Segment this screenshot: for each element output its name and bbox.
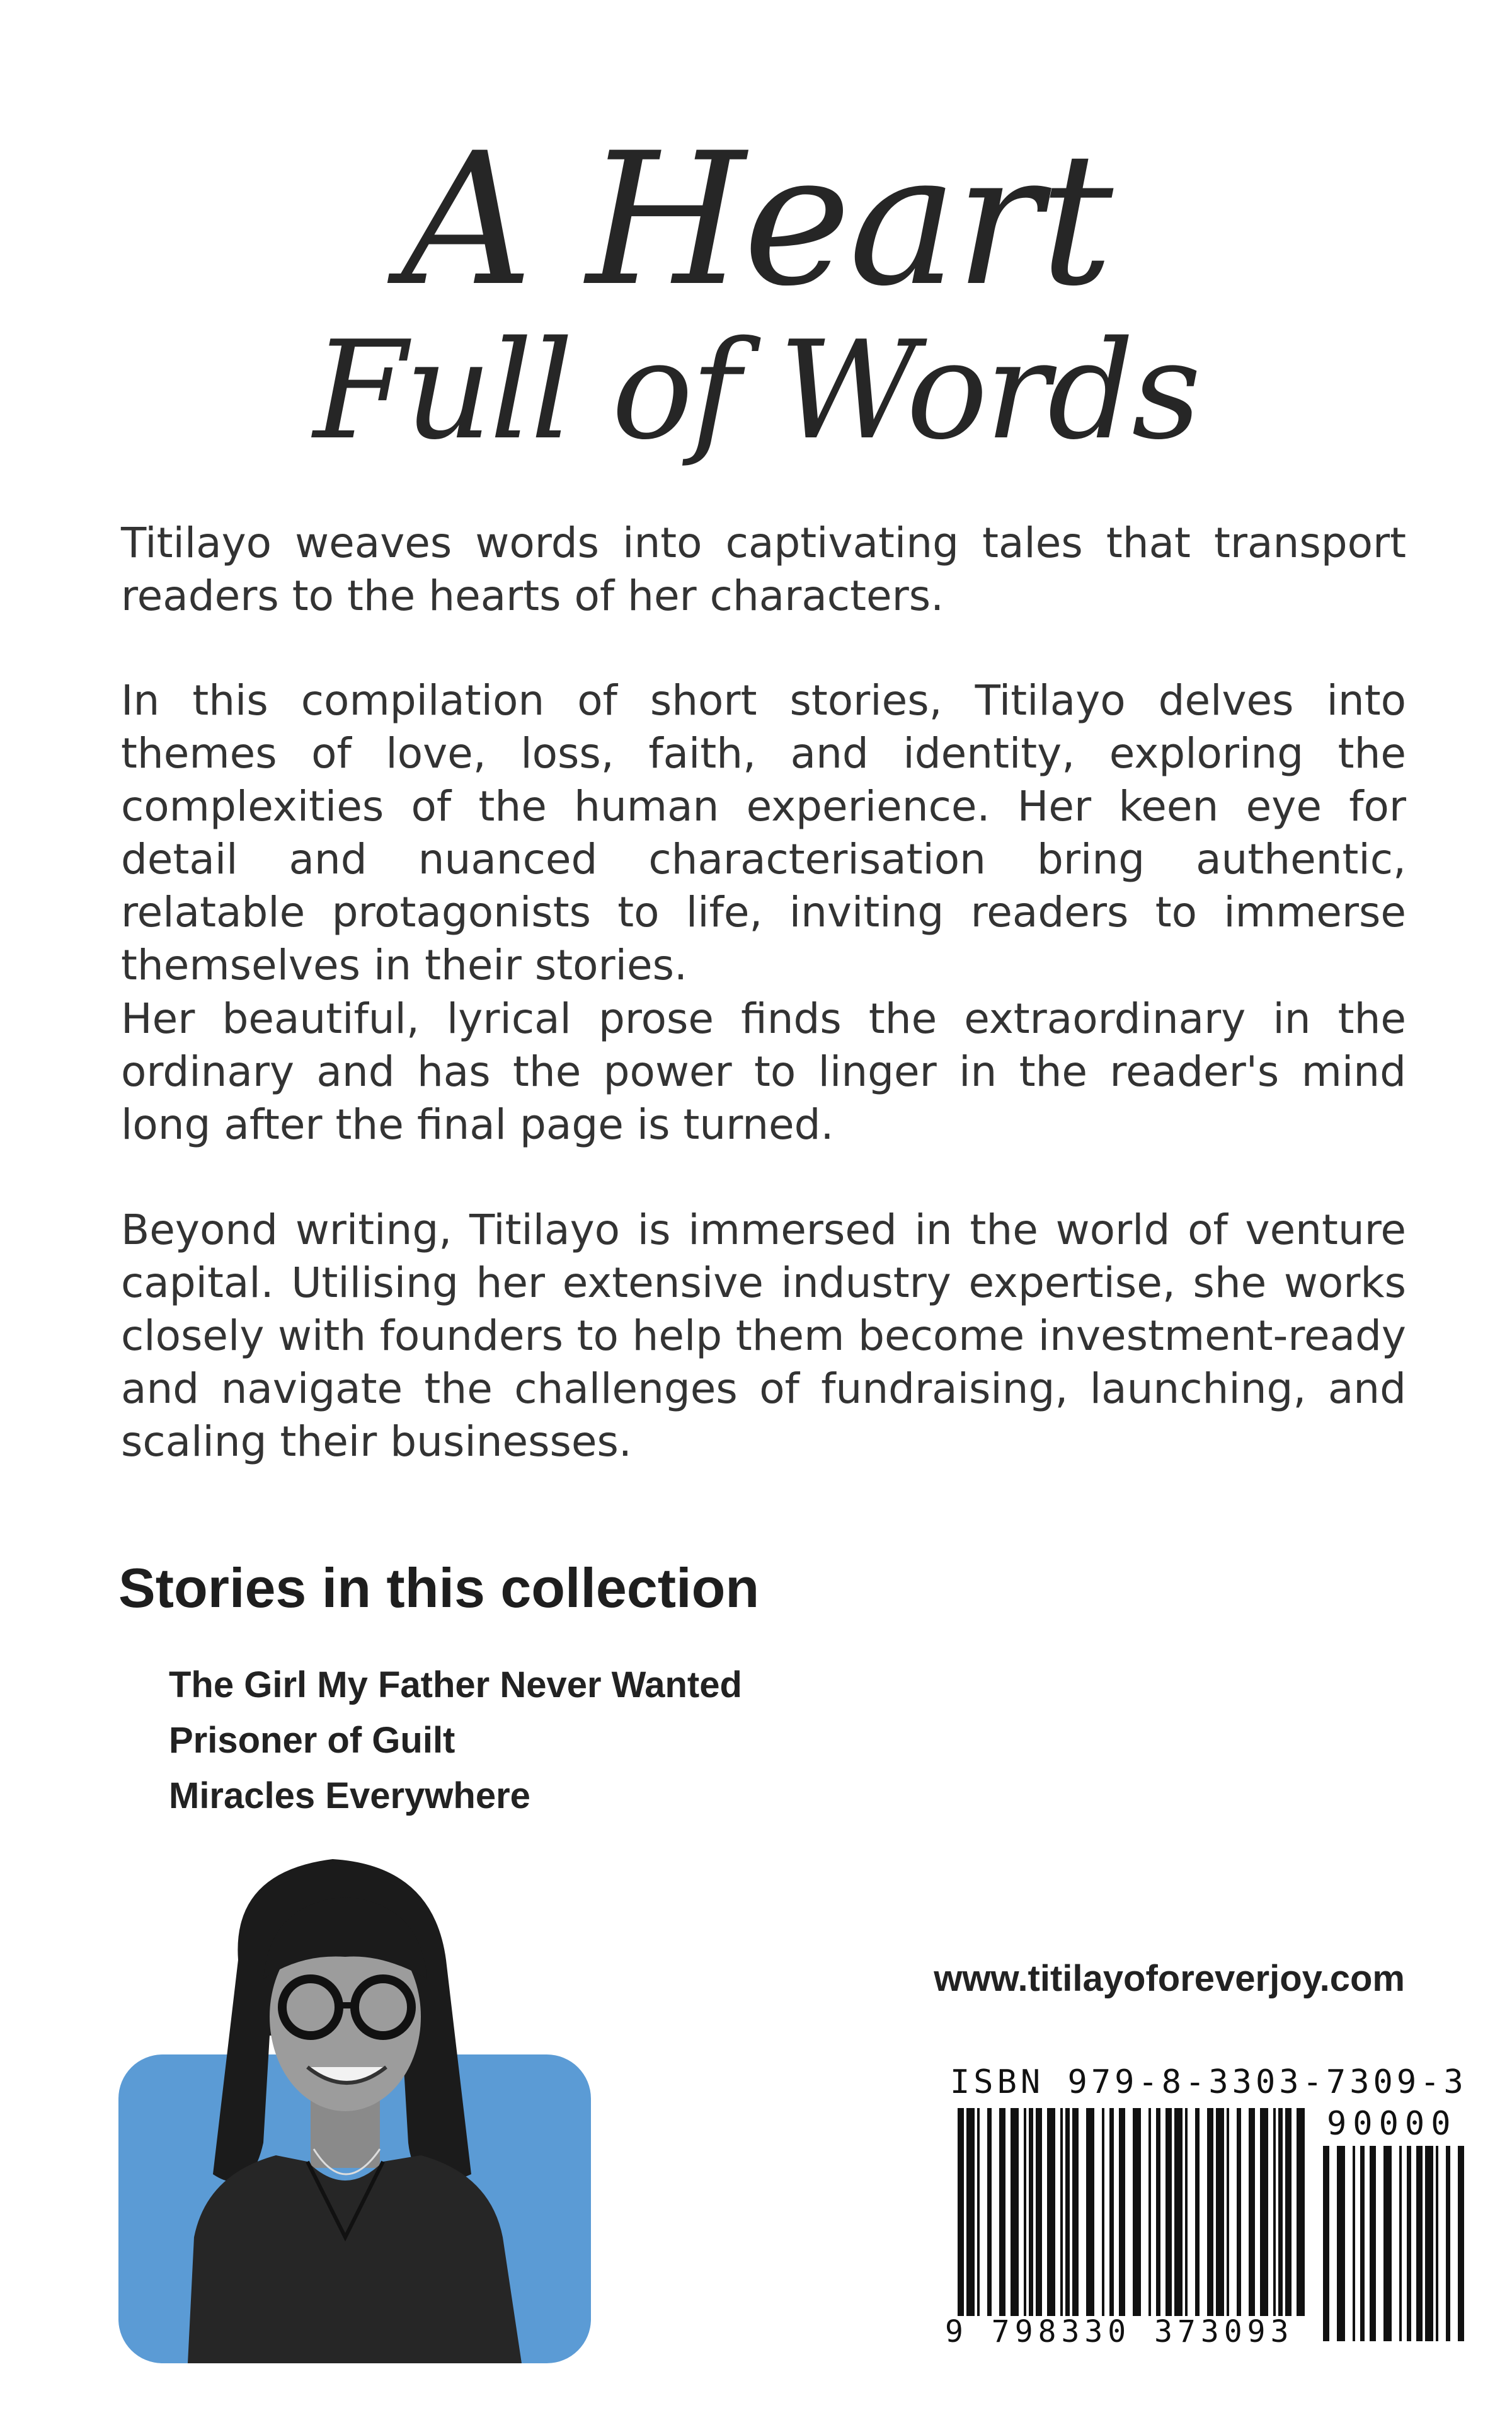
barcode-bar <box>1174 2108 1183 2316</box>
barcode-bar <box>1227 2108 1229 2316</box>
dress <box>188 2155 522 2363</box>
barcode-bar <box>1416 2146 1423 2341</box>
barcode-bar <box>1195 2108 1200 2316</box>
barcode-bar <box>1360 2146 1365 2341</box>
barcode-bar <box>1370 2146 1376 2341</box>
author-website-link[interactable]: www.titilayoforeverjoy.com <box>934 1958 1405 1999</box>
barcode-bar <box>1249 2108 1255 2316</box>
barcode-bar <box>1060 2108 1063 2316</box>
barcode-bar <box>1109 2108 1114 2316</box>
barcode-bar <box>1086 2108 1094 2316</box>
barcode-bar <box>1383 2146 1392 2341</box>
blurb-paragraph: Her beautiful, lyrical prose finds the extraordinary in the ordinary and has the power to linger in the reader's mind long after the final page is turned. <box>121 994 1406 1149</box>
barcode-bar <box>1036 2108 1042 2316</box>
isbn-label: ISBN 979-8-3303-7309-3 <box>950 2063 1467 2101</box>
barcode-bar <box>1297 2108 1305 2316</box>
barcode-bar <box>1407 2146 1411 2341</box>
ean-number: 9 798330 373093 <box>945 2314 1294 2349</box>
barcode-bar <box>1436 2146 1438 2341</box>
barcode-bar <box>966 2108 975 2316</box>
barcode-bar <box>1278 2108 1283 2316</box>
barcode-bar <box>1458 2146 1464 2341</box>
barcode-bar <box>1024 2108 1026 2316</box>
stories-list <box>169 1657 742 1824</box>
blurb-paragraph: In this compilation of short stories, Titilayo delves into themes of love, loss, faith, and identity, exploring the complexities of the human experience. Her keen eye for detail and nuanced characterisation bring authentic, relatable protagonists to life, inviting readers to immerse themselves in their stories. <box>121 676 1406 989</box>
book-title-line-1: A Heart <box>401 114 1111 326</box>
barcode-bar <box>1102 2108 1104 2316</box>
barcode-bar <box>1285 2108 1292 2316</box>
barcode-bar <box>1119 2108 1125 2316</box>
story-title: Miracles Everywhere <box>169 1775 530 1816</box>
barcode-bar <box>1353 2146 1355 2341</box>
barcode-bar <box>999 2108 1005 2316</box>
barcode-bar <box>1166 2108 1172 2316</box>
barcode-bar <box>1029 2108 1033 2316</box>
barcode-bar <box>1065 2108 1070 2316</box>
barcode-bar <box>958 2108 964 2316</box>
barcode-bar <box>1216 2108 1224 2316</box>
barcode-bar <box>1185 2108 1188 2316</box>
barcode-bar <box>977 2108 980 2316</box>
barcode-bar <box>987 2108 992 2316</box>
barcode-bar <box>1011 2108 1019 2316</box>
barcode-bar <box>1156 2108 1160 2316</box>
barcode-bar <box>1337 2146 1345 2341</box>
barcode-bar <box>1148 2108 1151 2316</box>
barcode-bar <box>1425 2146 1433 2341</box>
barcode-bar <box>1133 2108 1141 2316</box>
blurb-paragraph: Titilayo weaves words into captivating tales that transport readers to the hearts of her characters. <box>121 519 1406 620</box>
story-title: The Girl My Father Never Wanted <box>169 1664 742 1705</box>
book-title-line-2: Full of Words <box>313 311 1199 470</box>
blurb-paragraph: Beyond writing, Titilayo is immersed in the world of venture capital. Utilising her extensive industry expertise, she works closely with founders to help them become investment-ready and navigate the challenges of fundraising, launching, and scaling their businesses. <box>121 1206 1406 1466</box>
barcode-bar <box>1260 2108 1268 2316</box>
barcode-bar <box>1047 2108 1055 2316</box>
barcode-bar <box>1072 2108 1079 2316</box>
barcode-bar <box>1273 2108 1276 2316</box>
barcode-bar <box>1323 2146 1329 2341</box>
story-title: Prisoner of Guilt <box>169 1720 455 1761</box>
barcode-bar <box>1399 2146 1402 2341</box>
barcode-bar <box>1446 2146 1450 2341</box>
author-photo <box>118 1847 591 2363</box>
price-code: 90000 <box>1327 2105 1457 2143</box>
barcode-bar <box>1207 2108 1213 2316</box>
stories-heading: Stories in this collection <box>118 1557 760 1619</box>
barcode-bar <box>1237 2108 1241 2316</box>
